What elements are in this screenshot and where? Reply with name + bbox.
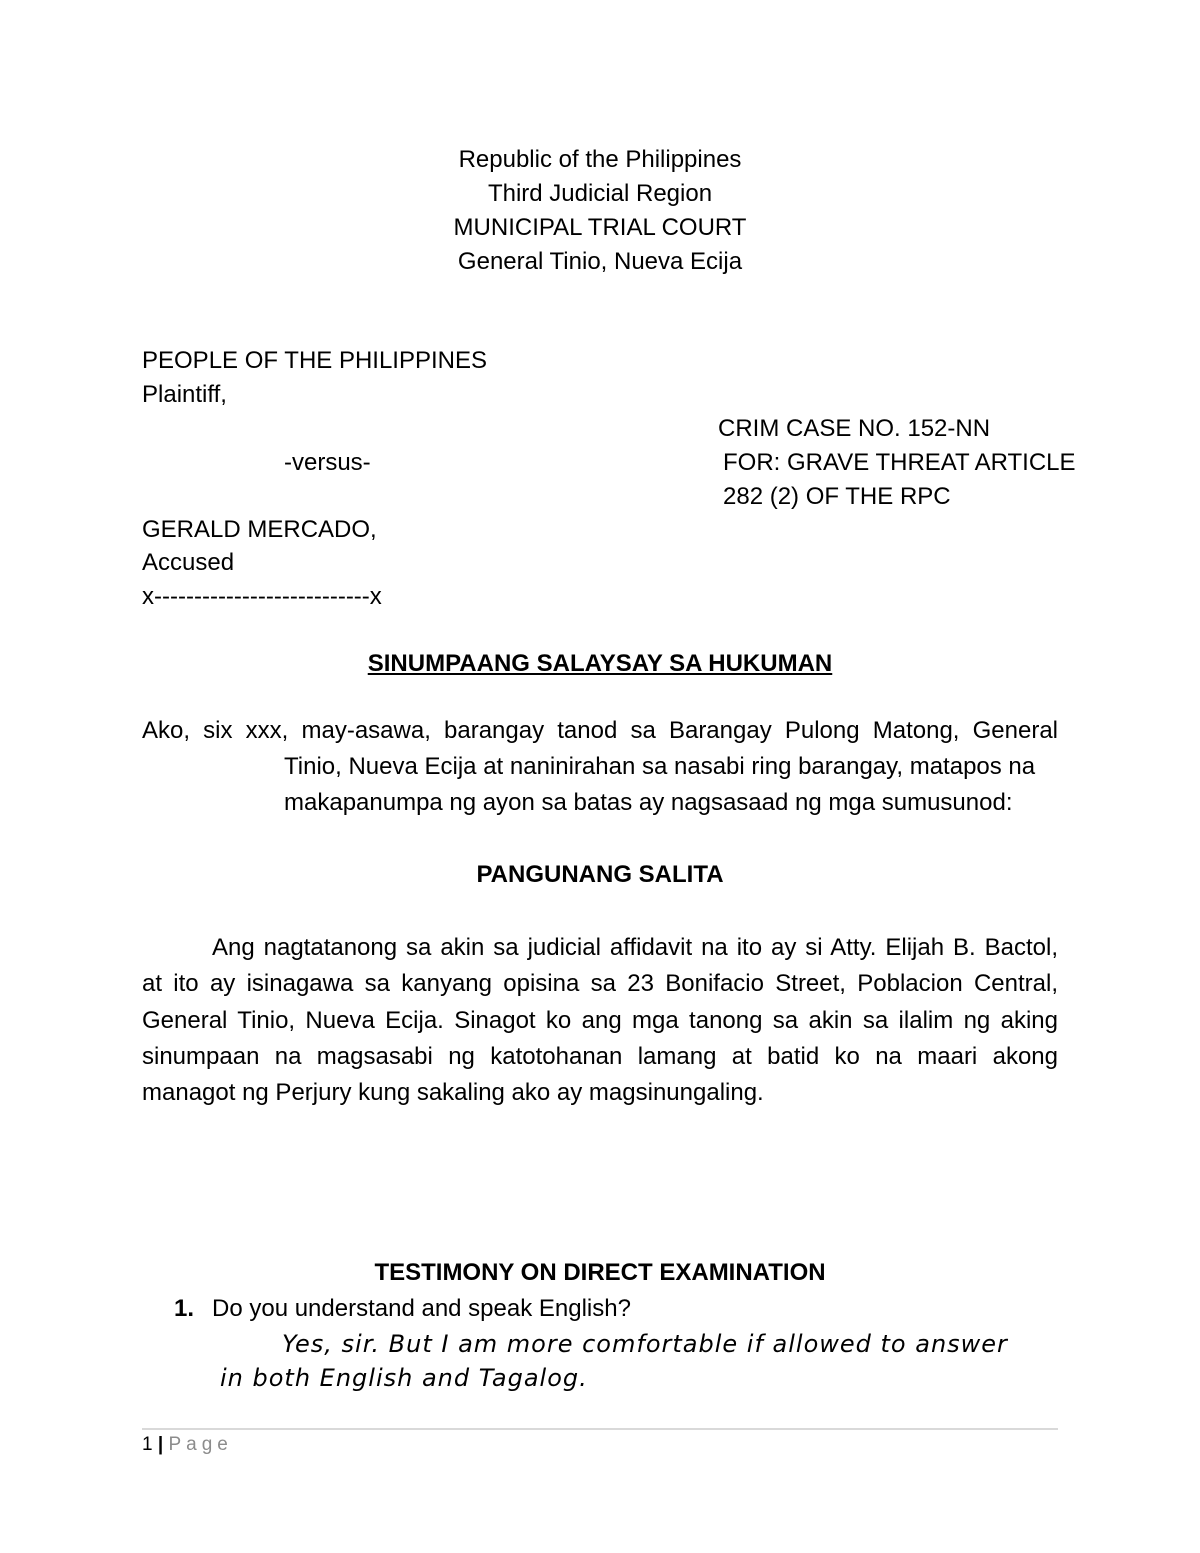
charge-line-1: FOR: GRAVE THREAT ARTICLE [723, 449, 1076, 476]
caption-separator: x---------------------------x [142, 583, 382, 610]
preface-line-2: at ito ay isinagawa sa kanyang opisina sa 23 Bonifacio Street, Poblacion Central, [142, 970, 1058, 997]
intro-line-2: Tinio, Nueva Ecija at naninirahan sa nasabi ring barangay, matapos na [284, 753, 1036, 780]
versus-label: -versus- [284, 449, 371, 476]
preface-line-4: sinumpaan na magsasabi ng katotohanan lamang at batid ko na maari akong [142, 1043, 1058, 1070]
plaintiff-role: Plaintiff, [142, 381, 227, 408]
testimony-heading: TESTIMONY ON DIRECT EXAMINATION [374, 1259, 826, 1286]
preface-heading: PANGUNANG SALITA [476, 861, 724, 888]
page-footer [142, 1433, 233, 1457]
charge-line-2: 282 (2) OF THE RPC [723, 483, 951, 510]
header-region: Third Judicial Region [487, 180, 713, 207]
preface-line-5: managot ng Perjury kung sakaling ako ay magsinungaling. [142, 1079, 764, 1106]
intro-line-1: Ako, six xxx, may-asawa, barangay tanod sa Barangay Pulong Matong, General [142, 717, 1058, 744]
answer-line-2: in both English and Tagalog. [220, 1364, 588, 1392]
question-text: Do you understand and speak English? [212, 1295, 631, 1322]
header-court: MUNICIPAL TRIAL COURT [453, 214, 747, 241]
case-number: CRIM CASE NO. 152-NN [718, 415, 991, 442]
plaintiff-name: PEOPLE OF THE PHILIPPINES [142, 347, 487, 374]
answer-line-1: Yes, sir. But I am more comfortable if allowed to answer [282, 1330, 1008, 1358]
accused-name: GERALD MERCADO, [142, 516, 377, 543]
footer-separator: | [157, 1434, 164, 1455]
header-republic: Republic of the Philippines [458, 146, 742, 173]
question-number: 1. [174, 1295, 195, 1322]
header-location: General Tinio, Nueva Ecija [457, 248, 743, 275]
preface-line-1: Ang nagtatanong sa akin sa judicial affidavit na ito ay si Atty. Elijah B. Bactol, [212, 934, 1058, 961]
document-title: SINUMPAANG SALAYSAY SA HUKUMAN [367, 650, 833, 677]
accused-role: Accused [142, 549, 235, 576]
preface-line-3: General Tinio, Nueva Ecija. Sinagot ko ang mga tanong sa akin sa ilalim ng aking [142, 1007, 1058, 1034]
page-number: 1 [142, 1434, 153, 1455]
page-word: Page [168, 1434, 233, 1455]
footer-divider [142, 1428, 1058, 1430]
intro-line-3: makapanumpa ng ayon sa batas ay nagsasaad ng mga sumusunod: [284, 789, 1013, 816]
